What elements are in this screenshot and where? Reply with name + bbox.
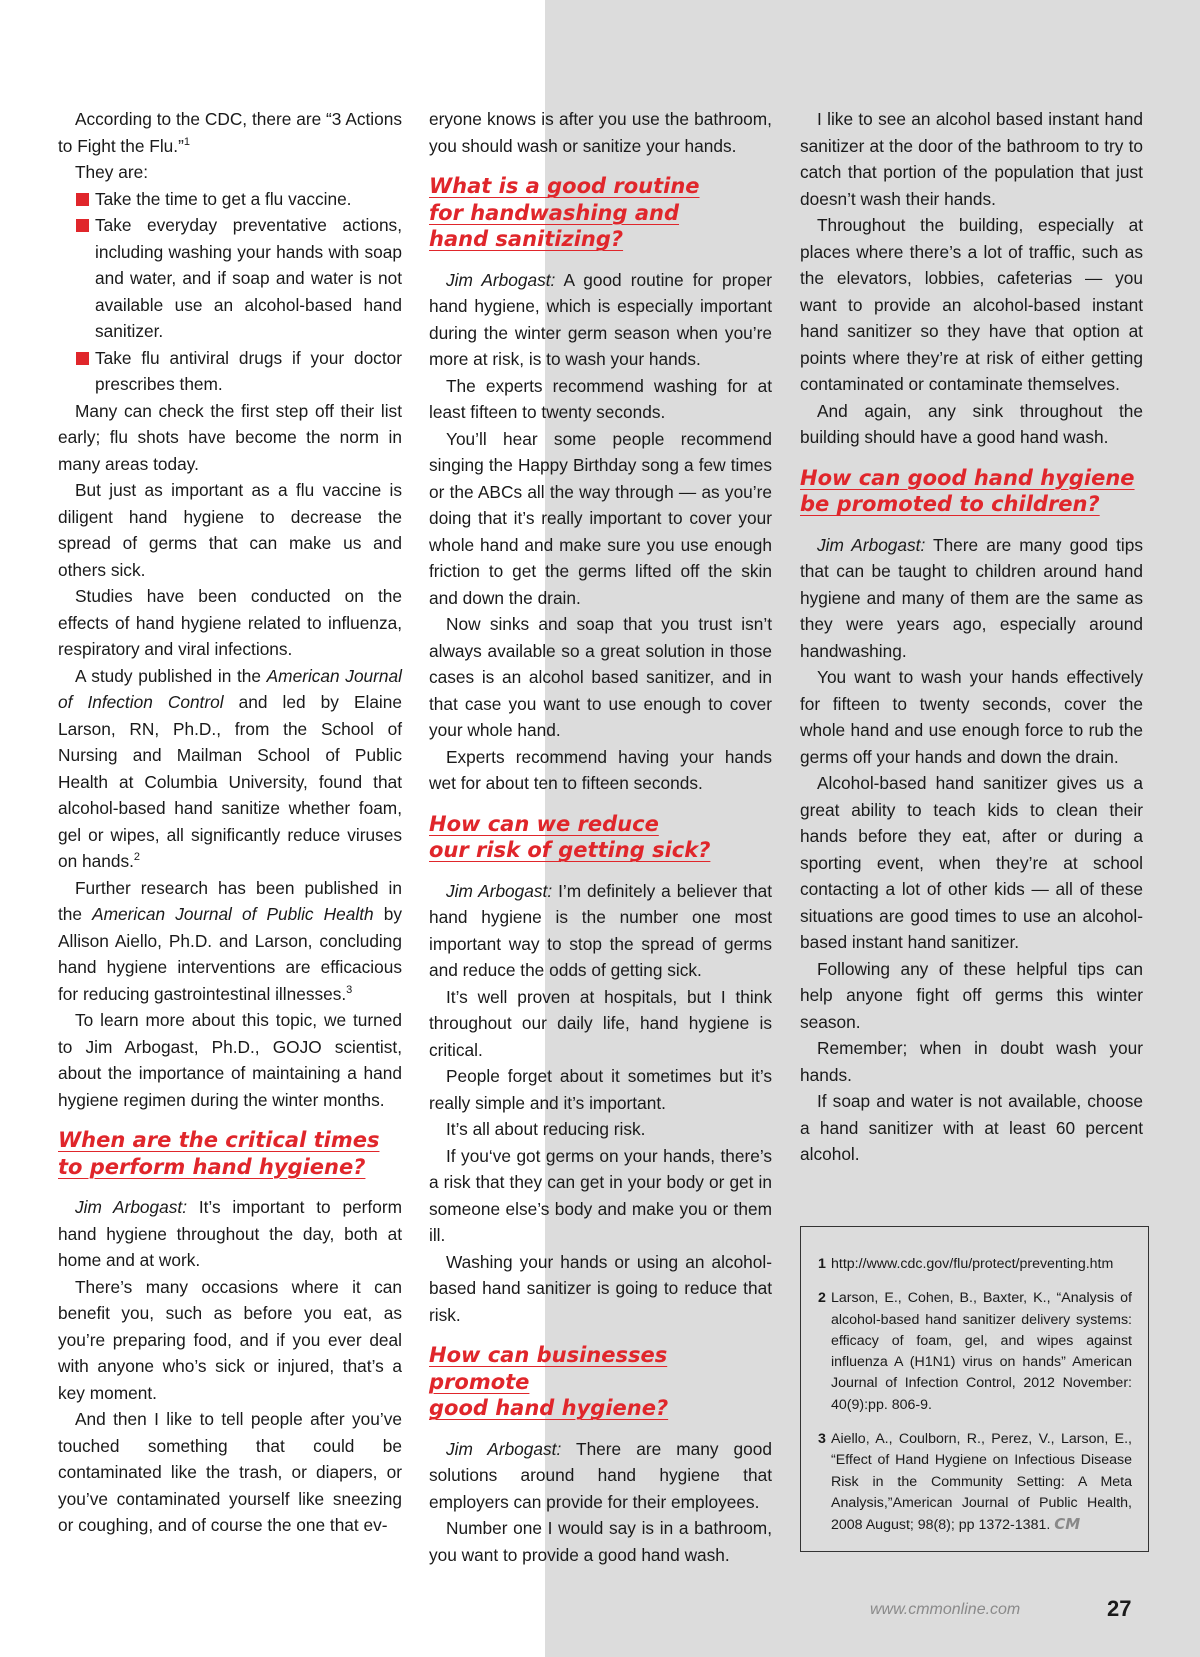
list-item: Take everyday preventative actions, including washing your hands with soap and water, and if soap and water is not available use an alcohol-based hand sanitizer. (58, 212, 402, 345)
paragraph: But just as important as a flu vaccine is diligent hand hygiene to decrease the spread of germs that can make us and others sick. (58, 480, 402, 580)
paragraph: Jim Arbogast: I’m definitely a believer that hand hygiene is the number one most important way to stop the spread of germs and reduce the odds of getting sick. (429, 880, 772, 980)
paragraph: It’s well proven at hospitals, but I think throughout our daily life, hand hygiene is critical. (429, 986, 772, 1060)
paragraph: You’ll hear some people recommend singing the Happy Birthday song a few times or the ABCs all the way through — as you’re doing that it’s really important to cover your whole hand and make sure you use enough friction to get the germs lifted off the skin and down the drain. (429, 428, 772, 608)
paragraph: I like to see an alcohol based instant hand sanitizer at the door of the bathroom to try to catch that portion of the population that just doesn’t wash their hands. (800, 109, 1143, 209)
paragraph: And then I like to tell people after you’ve touched something that could be contaminated like the trash, or diapers, or you’ve contaminated yourself like sneezing or coughing, and of course the one that ev- (58, 1409, 402, 1535)
paragraph: Following any of these helpful tips can help anyone fight off germs this winter season. (800, 958, 1143, 1032)
section-heading: When are the critical times to perform hand hygiene? (58, 1128, 380, 1179)
footnote (818, 1288, 1132, 1416)
footnote-number: 2 (818, 1290, 826, 1307)
paragraph: Jim Arbogast: It’s important to perform hand hygiene throughout the day, both at home and at work. (58, 1197, 402, 1270)
paragraph: Further research has been published in the American Journal of Public Health by Allison Aiello, Ph.D. and Larson, concluding hand hygiene interventions are efficacious for reducing gastrointestinal illnesses.$^3$ (58, 877, 402, 1004)
paragraph: You want to wash your hands effectively for fifteen to twenty seconds, cover the whole hand and use enough force to rub the germs off your hands and down the drain. (800, 667, 1143, 767)
section-heading: How can we reduce our risk of getting sick? (429, 811, 711, 862)
footnote-number: 1 (818, 1256, 826, 1272)
paragraph: Jim Arbogast: There are many good solutions around hand hygiene that employers can provide for their employees. (429, 1438, 772, 1512)
paragraph: Number one I would say is in a bathroom, you want to provide a good hand wash. (429, 1518, 772, 1565)
section-heading: What is a good routine for handwashing and hand sanitizing? (429, 174, 700, 251)
bullet-list (58, 186, 402, 398)
paragraph: Jim Arbogast: There are many good tips that can be taught to children around hand hygiene and many of them are the same as they were years ago, especially around handwashing. (800, 534, 1143, 661)
paragraph: And again, any sink throughout the building should have a good hand wash. (800, 400, 1143, 447)
paragraph: There’s many occasions where it can benefit you, such as before you eat, as you’re preparing food, and if you ever deal with anyone who’s sick or injured, that’s a key moment. (58, 1276, 402, 1403)
red-square-bullet-icon (76, 219, 89, 232)
paragraph: Jim Arbogast: A good routine for proper hand hygiene, which is especially important during the winter germ season when you’re more at risk, is to wash your hands. (429, 269, 773, 369)
paragraph: Many can check the first step off their list early; flu shots have become the norm in many areas today. (58, 400, 402, 474)
paragraph: Washing your hands or using an alcohol-based hand sanitizer is going to reduce that risk. (429, 1251, 772, 1325)
list-item: Take flu antiviral drugs if your doctor prescribes them. (58, 345, 402, 398)
paragraph: Throughout the building, especially at places where there’s a lot of traffic, such as the elevators, lobbies, cafeterias — you want to provide an alcohol-based instant hand sanitizer so they have that option at points where they’re at risk of either getting contaminated or contaminate themselves. (800, 215, 1143, 394)
paragraph: Remember; when in doubt wash your hands. (800, 1038, 1143, 1085)
list-item: Take the time to get a flu vaccine. (58, 186, 402, 213)
paragraph: Experts recommend having your hands wet for about ten to fifteen seconds. (429, 746, 772, 793)
paragraph: If you‘ve got germs on your hands, there’s a risk that they can get in your body or get in someone else’s body and make you or them ill. (429, 1145, 772, 1245)
red-square-bullet-icon (76, 352, 89, 365)
footer-url[interactable]: www.cmmonline.com (870, 1601, 1021, 1618)
paragraph: Alcohol-based hand sanitizer gives us a great ability to teach kids to clean their hands before they eat, after or during a sporting event, when they’re at school contacting a lot of other kids — all of these situations are good times to use an alcohol-based instant hand sanitizer. (800, 773, 1143, 952)
paragraph: It’s all about reducing risk. (446, 1119, 646, 1139)
paragraph: Studies have been conducted on the effects of hand hygiene related to influenza, respiratory and viral infections. (58, 586, 402, 659)
paragraph: They are: (75, 162, 148, 182)
footnote-text: Larson, E., Cohen, B., Baxter, K., “Analysis of alcohol-based hand sanitizer delivery systems: efficacy of foam, gel, and wipes against influenza A (H1N1) virus on hands” American Journal of Infection Control, 2012 November: 40(9):pp. 806-9. (831, 1290, 1132, 1413)
footnotes-box (800, 1226, 1149, 1552)
paragraph: A study published in the American Journal of Infection Control and led by Elaine Larson, RN, Ph.D., from the School of Nursing and Mailman School of Public Health at Columbia University, found that alcohol-based hand sanitize whether foam, gel or wipes, all significantly reduce viruses on hands.$^2$ (58, 665, 402, 871)
section-heading: How can businesses promote good hand hygiene? (429, 1343, 669, 1420)
column-2 (429, 106, 772, 1568)
footnote (818, 1429, 1132, 1536)
paragraph: If soap and water is not available, choose a hand sanitizer with at least 60 percent alcohol. (800, 1091, 1143, 1164)
paragraph: The experts recommend washing for at least fifteen to twenty seconds. (429, 375, 772, 422)
column-3 (800, 106, 1143, 1168)
paragraph: To learn more about this topic, we turned to Jim Arbogast, Ph.D., GOJO scientist, about the importance of maintaining a hand hygiene regimen during the winter months. (58, 1010, 402, 1110)
footnote-link[interactable]: http://www.cdc.gov/flu/protect/preventing.htm (831, 1256, 1114, 1272)
footnote (818, 1254, 1132, 1275)
red-square-bullet-icon (76, 193, 89, 206)
paragraph: Now sinks and soap that you trust isn’t always available so a great solution in those cases is an alcohol based sanitizer, and in that case you want to use enough to cover your whole hand. (429, 614, 772, 740)
column-1 (58, 106, 402, 1539)
page-number: 27 (1107, 1596, 1132, 1621)
section-heading: How can good hand hygiene be promoted to children? (800, 465, 1135, 516)
end-mark: CM (1054, 1515, 1081, 1534)
paragraph: People forget about it sometimes but it’s really simple and it’s important. (429, 1066, 772, 1113)
footnote-text: Aiello, A., Coulborn, R., Perez, V., Larson, E., “Effect of Hand Hygiene on Infectious Disease Risk in the Community Setting: A Meta Analysis,”American Journal of Public Health, 2008 August; 98(8); pp 1372-1381. (831, 1431, 1132, 1534)
paragraph: eryone knows is after you use the bathroom, you should wash or sanitize your hands. (429, 109, 772, 156)
footnote-number: 3 (818, 1431, 826, 1448)
paragraph: According to the CDC, there are “3 Actions to Fight the Flu.”$^1$ (58, 109, 402, 156)
